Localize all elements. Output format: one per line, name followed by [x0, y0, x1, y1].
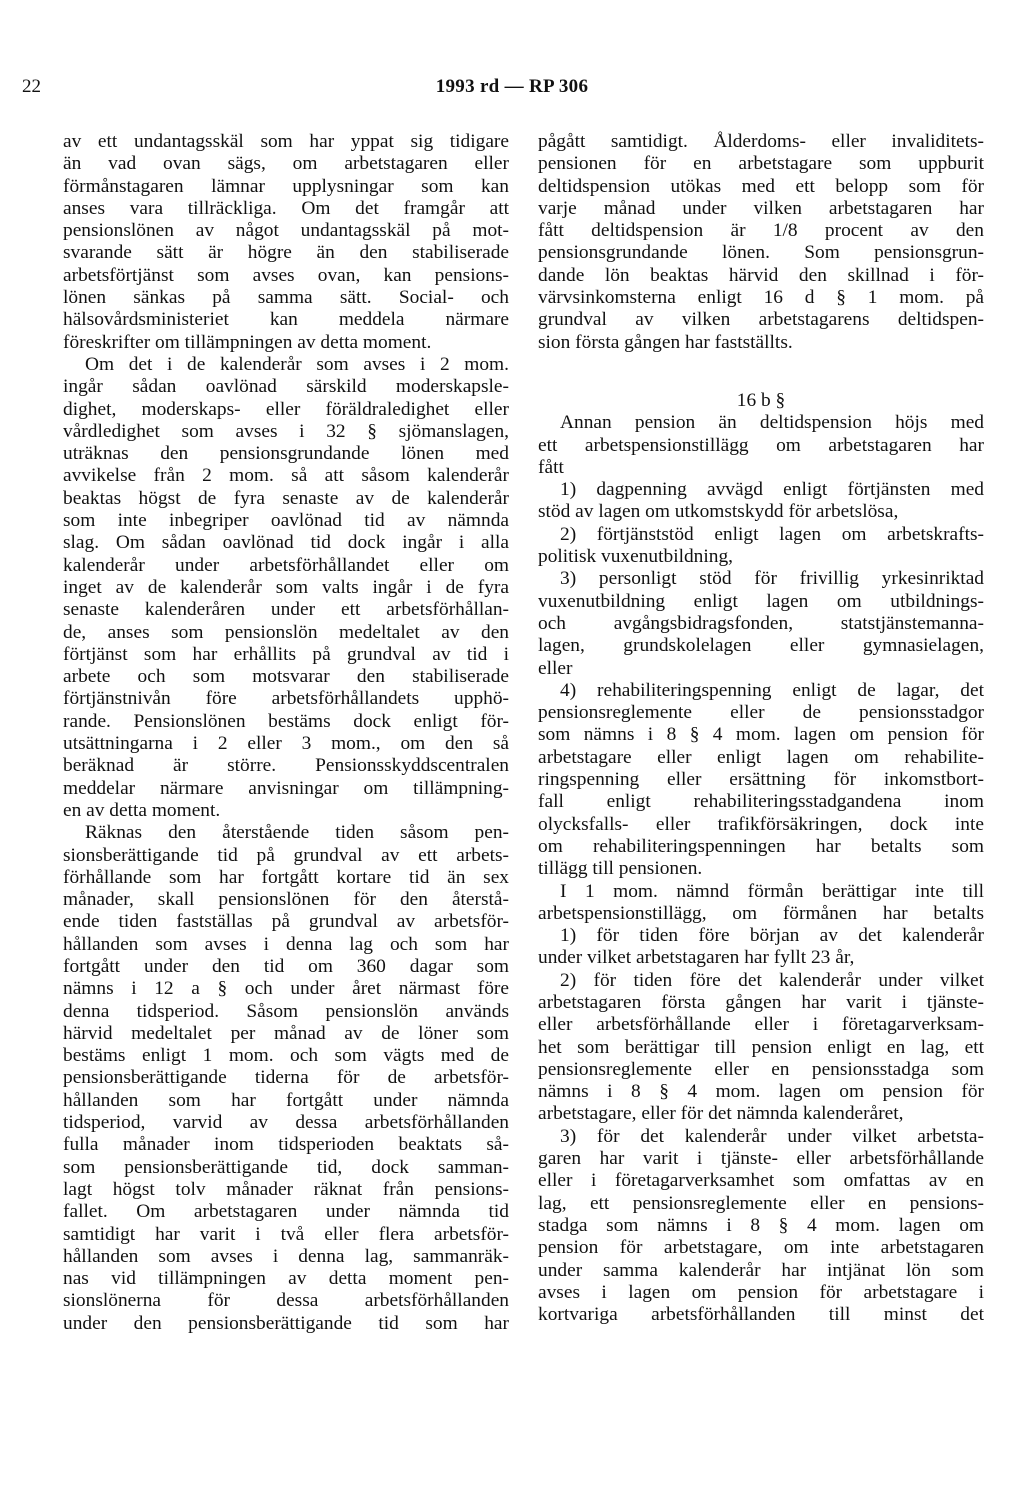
text-line: pensionslönen av något undantagsskäl på mot-	[63, 220, 509, 242]
text-line: föreskrifter om tillämpningen av detta moment.	[63, 331, 432, 353]
text-line: fallet. Om arbetstagaren under nämnda tid	[63, 1201, 509, 1223]
section-heading: 16 b §	[736, 389, 786, 411]
text-line: ringspenning eller ersättning för inkomstbort-	[538, 769, 984, 791]
text-line: 4) rehabiliteringspenning enligt de lagar, det	[560, 679, 984, 701]
text-line: anses vara tillräckliga. Om det framgår att	[63, 197, 509, 219]
text-line: ett arbetspensionstillägg om arbetstagaren har	[538, 434, 984, 456]
section-gap	[538, 354, 984, 390]
text-line: utsättningarna i 2 eller 3 mom., om den så	[63, 733, 509, 755]
text-line: sionslönerna för dessa arbetsförhållanden	[63, 1290, 509, 1312]
text-line: pensionsgrundande lönen. Som pensionsgrun-	[538, 242, 984, 264]
text-line: och avgångsbidragsfonden, statstjänstemanna-	[538, 612, 984, 634]
text-line: slag. Om sådan oavlönad tid dock ingår i alla	[63, 532, 509, 554]
text-line: pensionsreglemente eller de pensionsstadgor	[538, 702, 984, 724]
text-line: som inte inbegriper oavlönad tid av nämnda	[63, 510, 509, 532]
text-line: stöd av lagen om utkomstskydd för arbetslösa,	[538, 501, 899, 523]
text-line: arbete och som motsvarar den stabiliserade	[63, 666, 509, 688]
text-line: tillägg till pensionen.	[538, 858, 703, 880]
text-line: rande. Pensionslönen bestäms dock enligt för-	[63, 710, 509, 732]
text-line: avses i lagen om pension för arbetstagare i	[538, 1281, 984, 1303]
text-line: arbetstagaren första gången har varit i tjänste-	[538, 991, 984, 1013]
text-line: nämns i 8 § 4 mom. lagen om pension för	[538, 1081, 984, 1103]
text-line: hälsovårdsministeriet kan meddela närmare	[63, 309, 509, 331]
text-line: eller arbetsförhållande eller i företagarverksam-	[538, 1014, 984, 1036]
text-line: beräknad är större. Pensionsskyddscentralen	[63, 755, 509, 777]
text-line: pensionen för en arbetstagare som uppburit	[538, 153, 984, 175]
right-column	[538, 131, 984, 1326]
text-line: 1) för tiden före början av det kalenderår	[560, 925, 984, 947]
text-line: Om det i de kalenderår som avses i 2 mom.	[85, 353, 509, 375]
text-line: Annan pension än deltidspension höjs med	[560, 412, 984, 434]
text-line: som pensionsberättigande tid, dock samman-	[63, 1156, 509, 1178]
text-line: förmånstagaren lämnar upplysningar som kan	[63, 175, 509, 197]
text-line: inget av de kalenderår som valts ingår i de fyra	[63, 576, 509, 598]
text-line: fått deltidspension är 1/8 procent av den	[538, 220, 984, 242]
text-line: politisk vuxenutbildning,	[538, 546, 733, 568]
page-number: 22	[22, 76, 41, 97]
text-line: vårdledighet som avses i 32 § sjömanslagen,	[63, 420, 509, 442]
text-line: 3) för det kalenderår under vilket arbetsta-	[560, 1125, 984, 1147]
text-line: förhållande som har fortgått kortare tid än sex	[63, 866, 509, 888]
text-line: dighet, moderskaps- eller föräldraledighet eller	[63, 398, 509, 420]
text-line: senaste kalenderåren under ett arbetsförhållan-	[63, 599, 509, 621]
text-line: lagt högst tolv månader räknat från pensions-	[63, 1178, 509, 1200]
text-line: nas vid tillämpningen av detta moment pen-	[63, 1268, 509, 1290]
text-line: stadga som nämns i 8 § 4 mom. lagen om	[538, 1214, 984, 1236]
text-line: 2) för tiden före det kalenderår under vilket	[560, 969, 984, 991]
text-line: eller i företagarverksamhet som omfattas av en	[538, 1170, 984, 1192]
text-line: de, anses som pensionslön medeltalet av den	[63, 621, 509, 643]
running-head: 1993 rd — RP 306	[435, 76, 589, 97]
text-line: 2) förtjänststöd enligt lagen om arbetskrafts-	[560, 523, 984, 545]
text-line: kortvariga arbetsförhållanden till minst det	[538, 1304, 984, 1326]
text-line: hållanden som har fortgått under nämnda	[63, 1089, 509, 1111]
text-line: under den pensionsberättigande tid som har	[63, 1312, 509, 1334]
text-line: uträknas den pensionsgrundande lönen med	[63, 443, 509, 465]
text-line: som nämns i 8 § 4 mom. lagen om pension för	[538, 724, 984, 746]
text-line: garen har varit i tjänste- eller arbetsförhållande	[538, 1148, 984, 1170]
text-line: bestäms enligt 1 mom. och som vägts med de	[63, 1045, 509, 1067]
text-line: samtidigt har varit i två eller flera arbetsför-	[63, 1223, 509, 1245]
text-line: av ett undantagsskäl som har yppat sig tidigare	[63, 131, 509, 152]
text-line: deltidspension utökas med ett belopp som för	[538, 175, 984, 197]
text-line: I 1 mom. nämnd förmån berättigar inte till	[560, 880, 984, 902]
text-line: förtjänst som har erhållits på grundval av tid i	[63, 643, 509, 665]
text-line: arbetsförtjänst som avses ovan, kan pensions-	[63, 264, 509, 286]
text-line: Räknas den återstående tiden såsom pen-	[85, 822, 509, 844]
text-line: sionsberättigande tid på grundval av ett arbets-	[63, 844, 509, 866]
text-line: het som berättigar till pension enligt en lag, ett	[538, 1036, 984, 1058]
text-line: pension för arbetstagare, om inte arbetstagaren	[538, 1237, 984, 1259]
text-line: 3) personligt stöd för frivillig yrkesinriktad	[560, 568, 984, 590]
text-line: 1) dagpenning avvägd enligt förtjänsten med	[560, 479, 984, 501]
text-line: än vad ovan sägs, om arbetstagaren eller	[63, 153, 509, 175]
text-line: sion första gången har fastställts.	[538, 331, 793, 353]
text-line: lag, ett pensionsreglemente eller en pensions-	[538, 1192, 984, 1214]
text-line: pågått samtidigt. Ålderdoms- eller invaliditets-	[538, 131, 984, 152]
text-line: under samma kalenderår har intjänat lön som	[538, 1259, 984, 1281]
text-line: eller	[538, 657, 573, 679]
text-line: beaktas högst de fyra senaste av de kalenderår	[63, 487, 509, 509]
text-line: denna tidsperiod. Såsom pensionslön används	[63, 1000, 509, 1022]
text-line: arbetstagare eller enligt lagen om rehabilite-	[538, 746, 984, 768]
text-line: fall enligt rehabiliteringsstadgandena inom	[538, 791, 984, 813]
text-line: dande lön beaktas härvid den skillnad i för-	[538, 264, 984, 286]
text-line: meddelar närmare anvisningar om tillämpning-	[63, 777, 509, 799]
text-line: värvsinkomsterna enligt 16 d § 1 mom. på	[538, 287, 984, 309]
right-column-body-text	[538, 412, 984, 1326]
right-column-top-text	[538, 131, 984, 354]
text-line: fortgått under den tid om 360 dagar som	[63, 955, 509, 977]
text-line: lagen, grundskolelagen eller gymnasielagen,	[538, 635, 984, 657]
text-line: ingår sådan oavlönad särskild moderskapsle-	[63, 376, 509, 398]
text-line: tidsperiod, varvid av dessa arbetsförhållanden	[63, 1112, 509, 1134]
left-column	[63, 131, 509, 1335]
text-line: hållanden som avses i denna lag och som har	[63, 933, 509, 955]
text-line: om rehabiliteringspenningen har betalts som	[538, 835, 984, 857]
text-line: kalenderår under arbetsförhållandet eller om	[63, 554, 509, 576]
text-line: härvid medeltalet per månad av de löner som	[63, 1022, 509, 1044]
text-line: under vilket arbetstagaren har fyllt 23 år,	[538, 947, 855, 969]
text-line: svarande sätt är högre än den stabiliserade	[63, 242, 509, 264]
text-line: fått	[538, 456, 564, 478]
text-line: vuxenutbildning enligt lagen om utbildnings-	[538, 590, 984, 612]
text-line: arbetstagare, eller för det nämnda kalenderåret,	[538, 1103, 904, 1125]
text-line: månader, skall pensionslönen för den återstå-	[63, 889, 509, 911]
text-line: hållanden som avses i denna lag, sammanräk-	[63, 1245, 509, 1267]
text-line: avvikelse från 2 mom. så att såsom kalenderår	[63, 465, 509, 487]
text-line: pensionsreglemente eller en pensionsstadga som	[538, 1058, 984, 1080]
text-line: arbetspensionstillägg, om förmånen har betalts	[538, 902, 984, 924]
text-line: olycksfalls- eller trafikförsäkringen, dock inte	[538, 813, 984, 835]
text-line: lönen sänkas på samma sätt. Social- och	[63, 287, 509, 309]
text-line: grundval av vilken arbetstagarens deltidspen-	[538, 309, 984, 331]
text-line: ende tiden fastställas på grundval av arbetsför-	[63, 911, 509, 933]
text-line: en av detta moment.	[63, 799, 221, 821]
text-line: fulla månader inom tidsperioden beaktats så-	[63, 1134, 509, 1156]
text-line: pensionsberättigande tiderna för de arbetsför-	[63, 1067, 509, 1089]
text-line: förtjänstnivån före arbetsförhållandets upphö-	[63, 688, 509, 710]
text-line: nämns i 12 a § och under året närmast före	[63, 978, 509, 1000]
text-line: varje månad under vilken arbetstagaren har	[538, 197, 984, 219]
